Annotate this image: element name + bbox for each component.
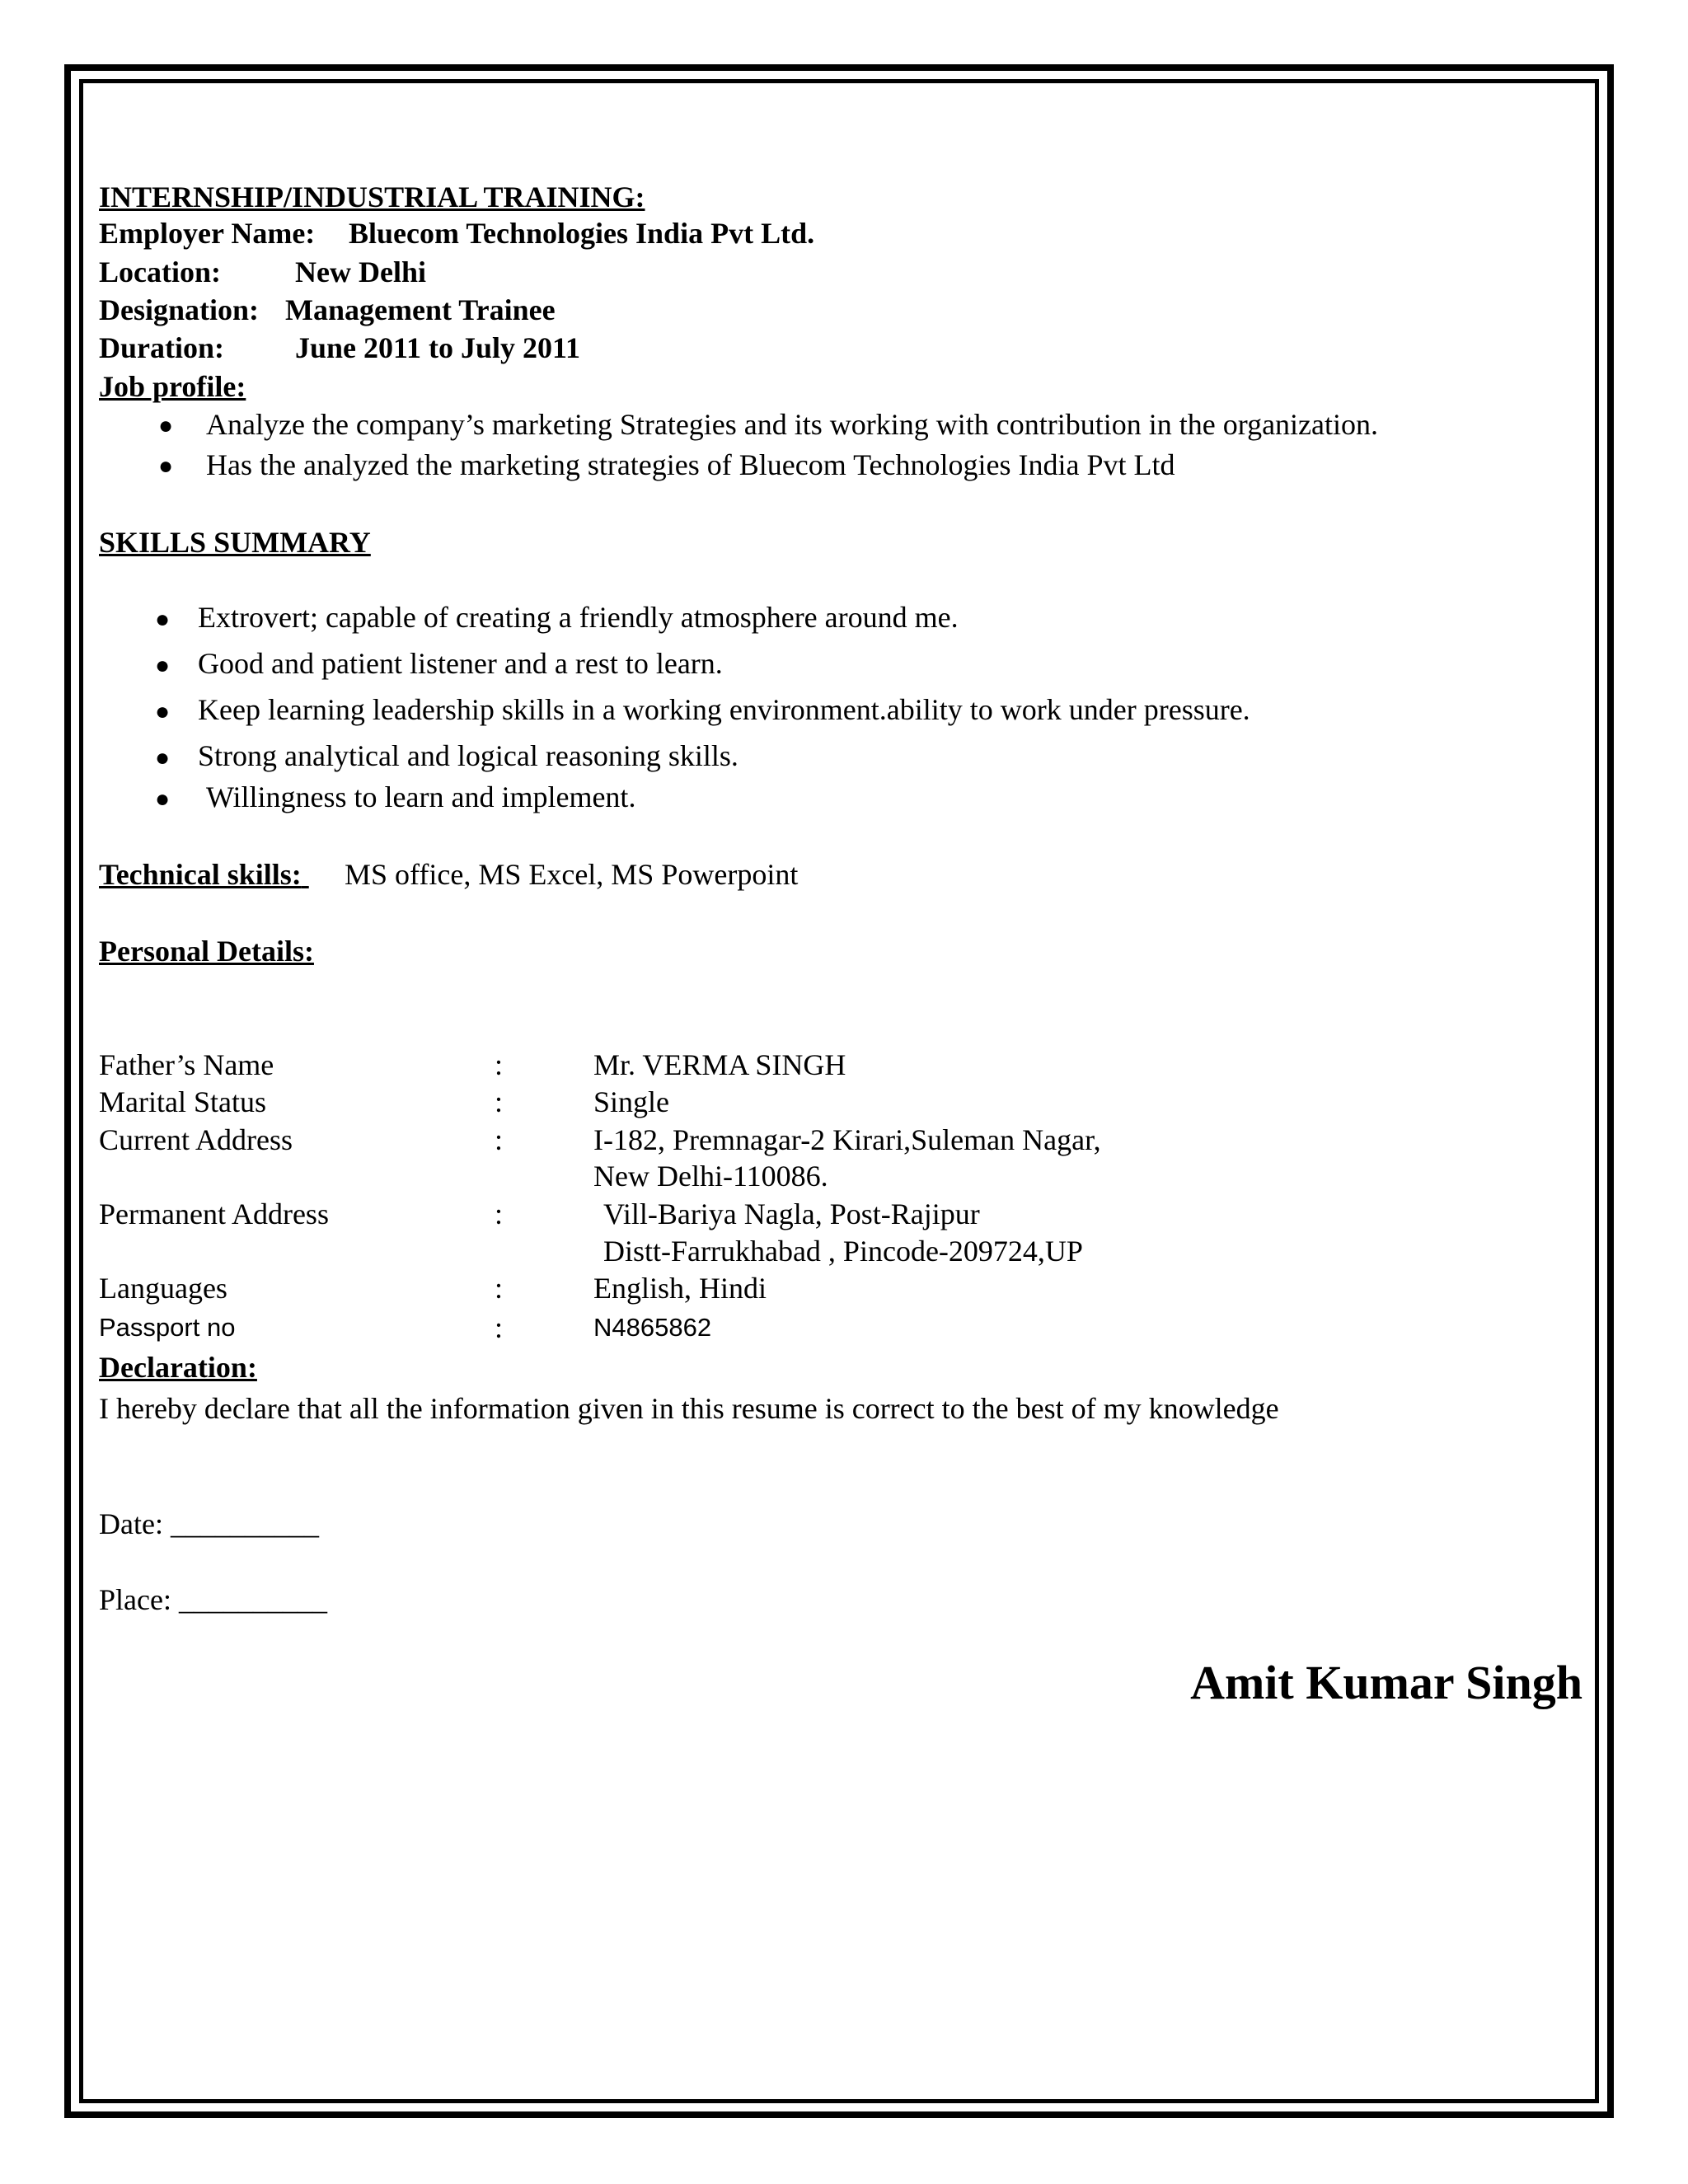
place-label: Place: xyxy=(99,1583,171,1616)
duration-label: Duration: xyxy=(99,331,224,364)
personal-value: Single xyxy=(593,1085,670,1118)
employer-label: Employer Name: xyxy=(99,217,316,250)
employer-value: Bluecom Technologies India Pvt Ltd. xyxy=(349,217,815,250)
personal-label: Languages xyxy=(99,1272,227,1305)
declaration-text: I hereby declare that all the information given in this resume is correct to the best of my knowledge xyxy=(99,1392,1279,1425)
personal-separator: : xyxy=(495,1048,504,1081)
personal-label: Current Address xyxy=(99,1123,293,1156)
technical-skills-value: MS office, MS Excel, MS Powerpoint xyxy=(345,858,799,891)
personal-label: Passport no xyxy=(99,1313,236,1342)
personal-label: Father’s Name xyxy=(99,1048,274,1081)
place-blank: __________ xyxy=(178,1583,327,1616)
personal-value: N4865862 xyxy=(593,1313,712,1342)
duration-value: June 2011 to July 2011 xyxy=(295,331,581,364)
personal-details-heading: Personal Details: xyxy=(99,935,314,968)
personal-value-line2: Distt-Farrukhabad , Pincode-209724,UP xyxy=(603,1235,1083,1268)
skill-item: Willingness to learn and implement. xyxy=(206,780,636,813)
job-profile-item: Has the analyzed the marketing strategies of Bluecom Technologies India Pvt Ltd xyxy=(206,448,1175,481)
bullet-marker: ● xyxy=(158,452,174,480)
personal-label: Permanent Address xyxy=(99,1197,329,1230)
declaration-heading: Declaration: xyxy=(99,1351,257,1384)
personal-value: Vill-Bariya Nagla, Post-Rajipur xyxy=(603,1197,980,1230)
skill-item: Extrovert; capable of creating a friendly atmosphere around me. xyxy=(198,601,959,634)
personal-value: Mr. VERMA SINGH xyxy=(593,1048,846,1081)
personal-separator: : xyxy=(495,1085,504,1118)
skill-item: Keep learning leadership skills in a working environment.ability to work under pressure. xyxy=(198,693,1250,726)
technical-skills-label xyxy=(99,857,309,892)
candidate-name: Amit Kumar Singh xyxy=(1190,1656,1582,1709)
job-profile-item: Analyze the company’s marketing Strategies and its working with contribution in the organization. xyxy=(206,408,1379,441)
personal-separator: : xyxy=(495,1272,504,1305)
personal-label: Marital Status xyxy=(99,1085,266,1118)
date-blank: __________ xyxy=(170,1507,319,1540)
skill-item: Strong analytical and logical reasoning skills. xyxy=(198,739,738,772)
personal-separator: : xyxy=(495,1197,504,1230)
personal-value: English, Hindi xyxy=(593,1272,767,1305)
bullet-marker: ● xyxy=(155,785,171,813)
personal-value-line2: New Delhi-110086. xyxy=(593,1160,828,1193)
location-label: Location: xyxy=(99,255,221,288)
personal-separator: : xyxy=(495,1123,504,1156)
location-value: New Delhi xyxy=(295,255,426,288)
date-line xyxy=(99,1507,319,1541)
bullet-marker: ● xyxy=(155,698,171,725)
job-profile-heading: Job profile: xyxy=(99,370,246,403)
place-line xyxy=(99,1582,327,1617)
date-label: Date: xyxy=(99,1507,163,1540)
personal-value: I-182, Premnagar-2 Kirari,Suleman Nagar, xyxy=(593,1123,1101,1156)
internship-heading: INTERNSHIP/INDUSTRIAL TRAINING: xyxy=(99,180,645,213)
bullet-marker: ● xyxy=(155,606,171,633)
bullet-marker: ● xyxy=(155,744,171,771)
skills-heading: SKILLS SUMMARY xyxy=(99,526,371,559)
personal-separator: : xyxy=(495,1311,504,1344)
skill-item: Good and patient listener and a rest to learn. xyxy=(198,647,723,680)
designation-value: Management Trainee xyxy=(285,293,556,326)
bullet-marker: ● xyxy=(155,652,171,679)
technical-skills-label-text: Technical skills: xyxy=(99,858,302,891)
bullet-marker: ● xyxy=(158,412,174,439)
designation-label: Designation: xyxy=(99,293,260,326)
